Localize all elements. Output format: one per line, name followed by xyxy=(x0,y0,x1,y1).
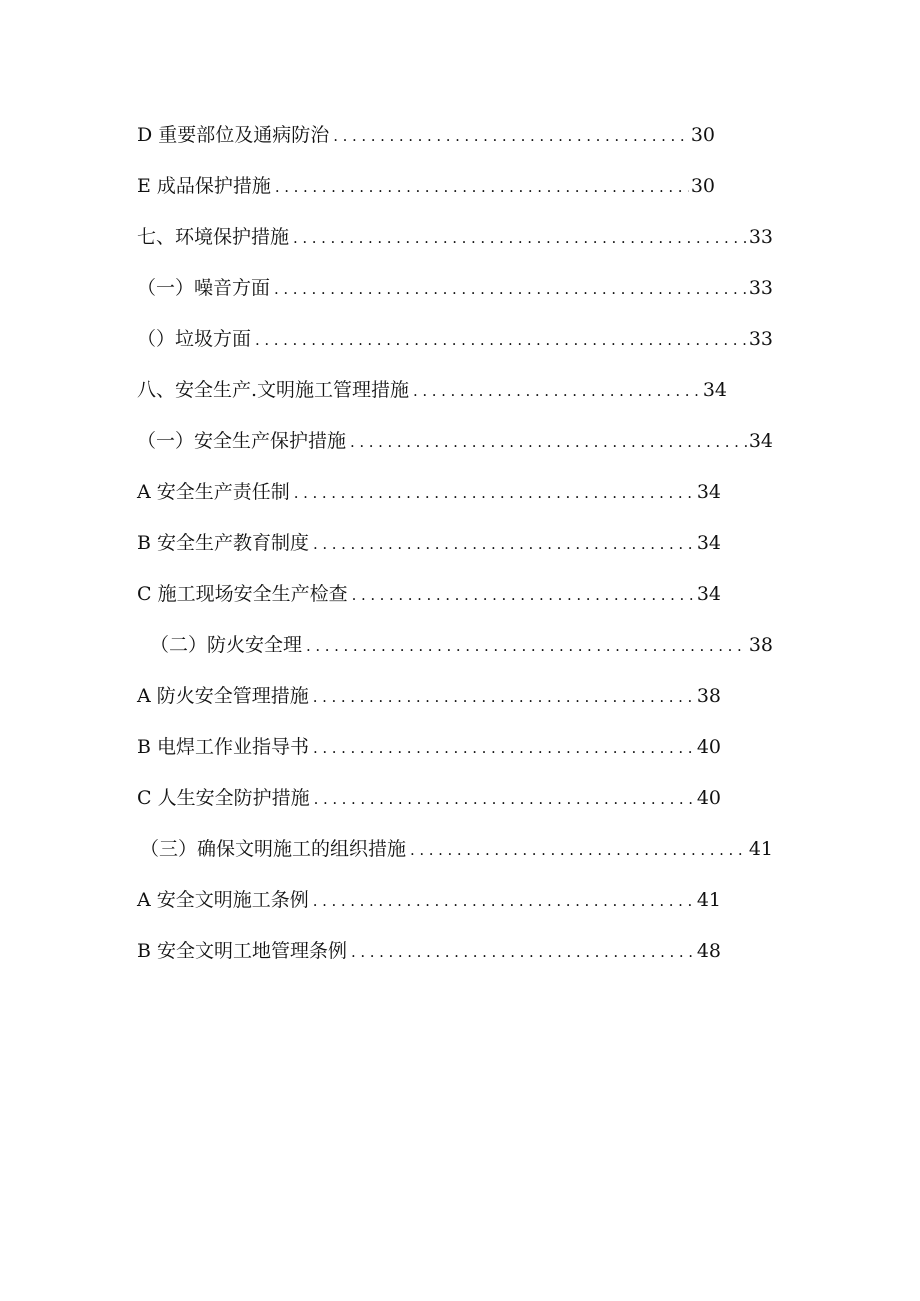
toc-entry-title: E 成品保护措施 xyxy=(137,175,271,197)
toc-entry[interactable] xyxy=(137,936,721,966)
dot-leader xyxy=(274,274,747,304)
toc-entry-title: （三）确保文明施工的组织措施 xyxy=(140,838,407,860)
toc-entry[interactable] xyxy=(137,171,715,201)
toc-entry-title: （一）噪音方面 xyxy=(137,277,271,299)
toc-entry-title: （二）防火安全理 xyxy=(150,634,303,656)
toc-entry-page: 34 xyxy=(748,430,773,452)
toc-entry[interactable] xyxy=(137,477,721,507)
dot-leader xyxy=(294,478,695,508)
toc-entry-title: A 防火安全管理措施 xyxy=(137,685,309,707)
toc-entry-page: 33 xyxy=(748,226,773,248)
dot-leader xyxy=(413,376,701,406)
toc-entry-page: 40 xyxy=(696,736,721,758)
toc-entry[interactable] xyxy=(137,579,721,609)
toc-entry[interactable] xyxy=(137,273,773,303)
toc-entry-title: B 电焊工作业指导书 xyxy=(137,736,310,758)
toc-entry-page: 33 xyxy=(748,328,773,350)
toc-entry-page: 33 xyxy=(748,277,773,299)
dot-leader xyxy=(410,835,747,865)
dot-leader xyxy=(352,580,695,610)
toc-entry-page: 34 xyxy=(702,379,727,401)
dot-leader xyxy=(313,733,695,763)
toc-entry-title: A 安全生产责任制 xyxy=(137,481,290,503)
toc-entry-page: 48 xyxy=(696,940,721,962)
toc-entry[interactable] xyxy=(137,885,721,915)
dot-leader xyxy=(351,937,695,967)
dot-leader xyxy=(293,223,747,253)
toc-entry[interactable] xyxy=(140,834,773,864)
toc-entry[interactable] xyxy=(137,732,721,762)
toc-entry-title: D 重要部位及通病防治 xyxy=(137,124,330,146)
toc-entry-title: 八、安全生产.文明施工管理措施 xyxy=(137,379,410,401)
toc-entry[interactable] xyxy=(137,681,721,711)
toc-entry[interactable] xyxy=(137,375,727,405)
dot-leader xyxy=(333,121,689,151)
toc-entry-page: 40 xyxy=(696,787,721,809)
toc-entry-page: 30 xyxy=(690,124,715,146)
toc-entry-page: 34 xyxy=(696,532,721,554)
toc-entry-title: 七、环境保护措施 xyxy=(137,226,290,248)
toc-entry[interactable] xyxy=(137,222,773,252)
toc-entry-title: B 安全文明工地管理条例 xyxy=(137,940,348,962)
toc-entry-page: 38 xyxy=(696,685,721,707)
dot-leader xyxy=(314,784,695,814)
toc-entry[interactable] xyxy=(137,528,721,558)
toc-entry-title: C 施工现场安全生产检查 xyxy=(137,583,348,605)
toc-entry-page: 38 xyxy=(748,634,773,656)
toc-entry-page: 30 xyxy=(690,175,715,197)
dot-leader xyxy=(255,325,747,355)
toc-entry-title: B 安全生产教育制度 xyxy=(137,532,310,554)
toc-entry-title: （一）安全生产保护措施 xyxy=(137,430,347,452)
toc-entry[interactable] xyxy=(137,783,721,813)
toc-entry-title: （）垃圾方面 xyxy=(137,328,252,350)
toc-entry[interactable] xyxy=(150,630,773,660)
dot-leader xyxy=(350,427,747,457)
toc-entry-page: 34 xyxy=(696,583,721,605)
toc-entry-page: 41 xyxy=(748,838,773,860)
toc-entry-title: A 安全文明施工条例 xyxy=(137,889,309,911)
toc-entry[interactable] xyxy=(137,324,773,354)
dot-leader xyxy=(306,631,747,661)
dot-leader xyxy=(313,886,695,916)
toc-entry[interactable] xyxy=(137,120,715,150)
toc-entry-page: 41 xyxy=(696,889,721,911)
toc-entry[interactable] xyxy=(137,426,773,456)
toc-entry-title: C 人生安全防护措施 xyxy=(137,787,310,809)
dot-leader xyxy=(275,172,689,202)
dot-leader xyxy=(313,529,695,559)
toc-entry-page: 34 xyxy=(696,481,721,503)
dot-leader xyxy=(313,682,695,712)
